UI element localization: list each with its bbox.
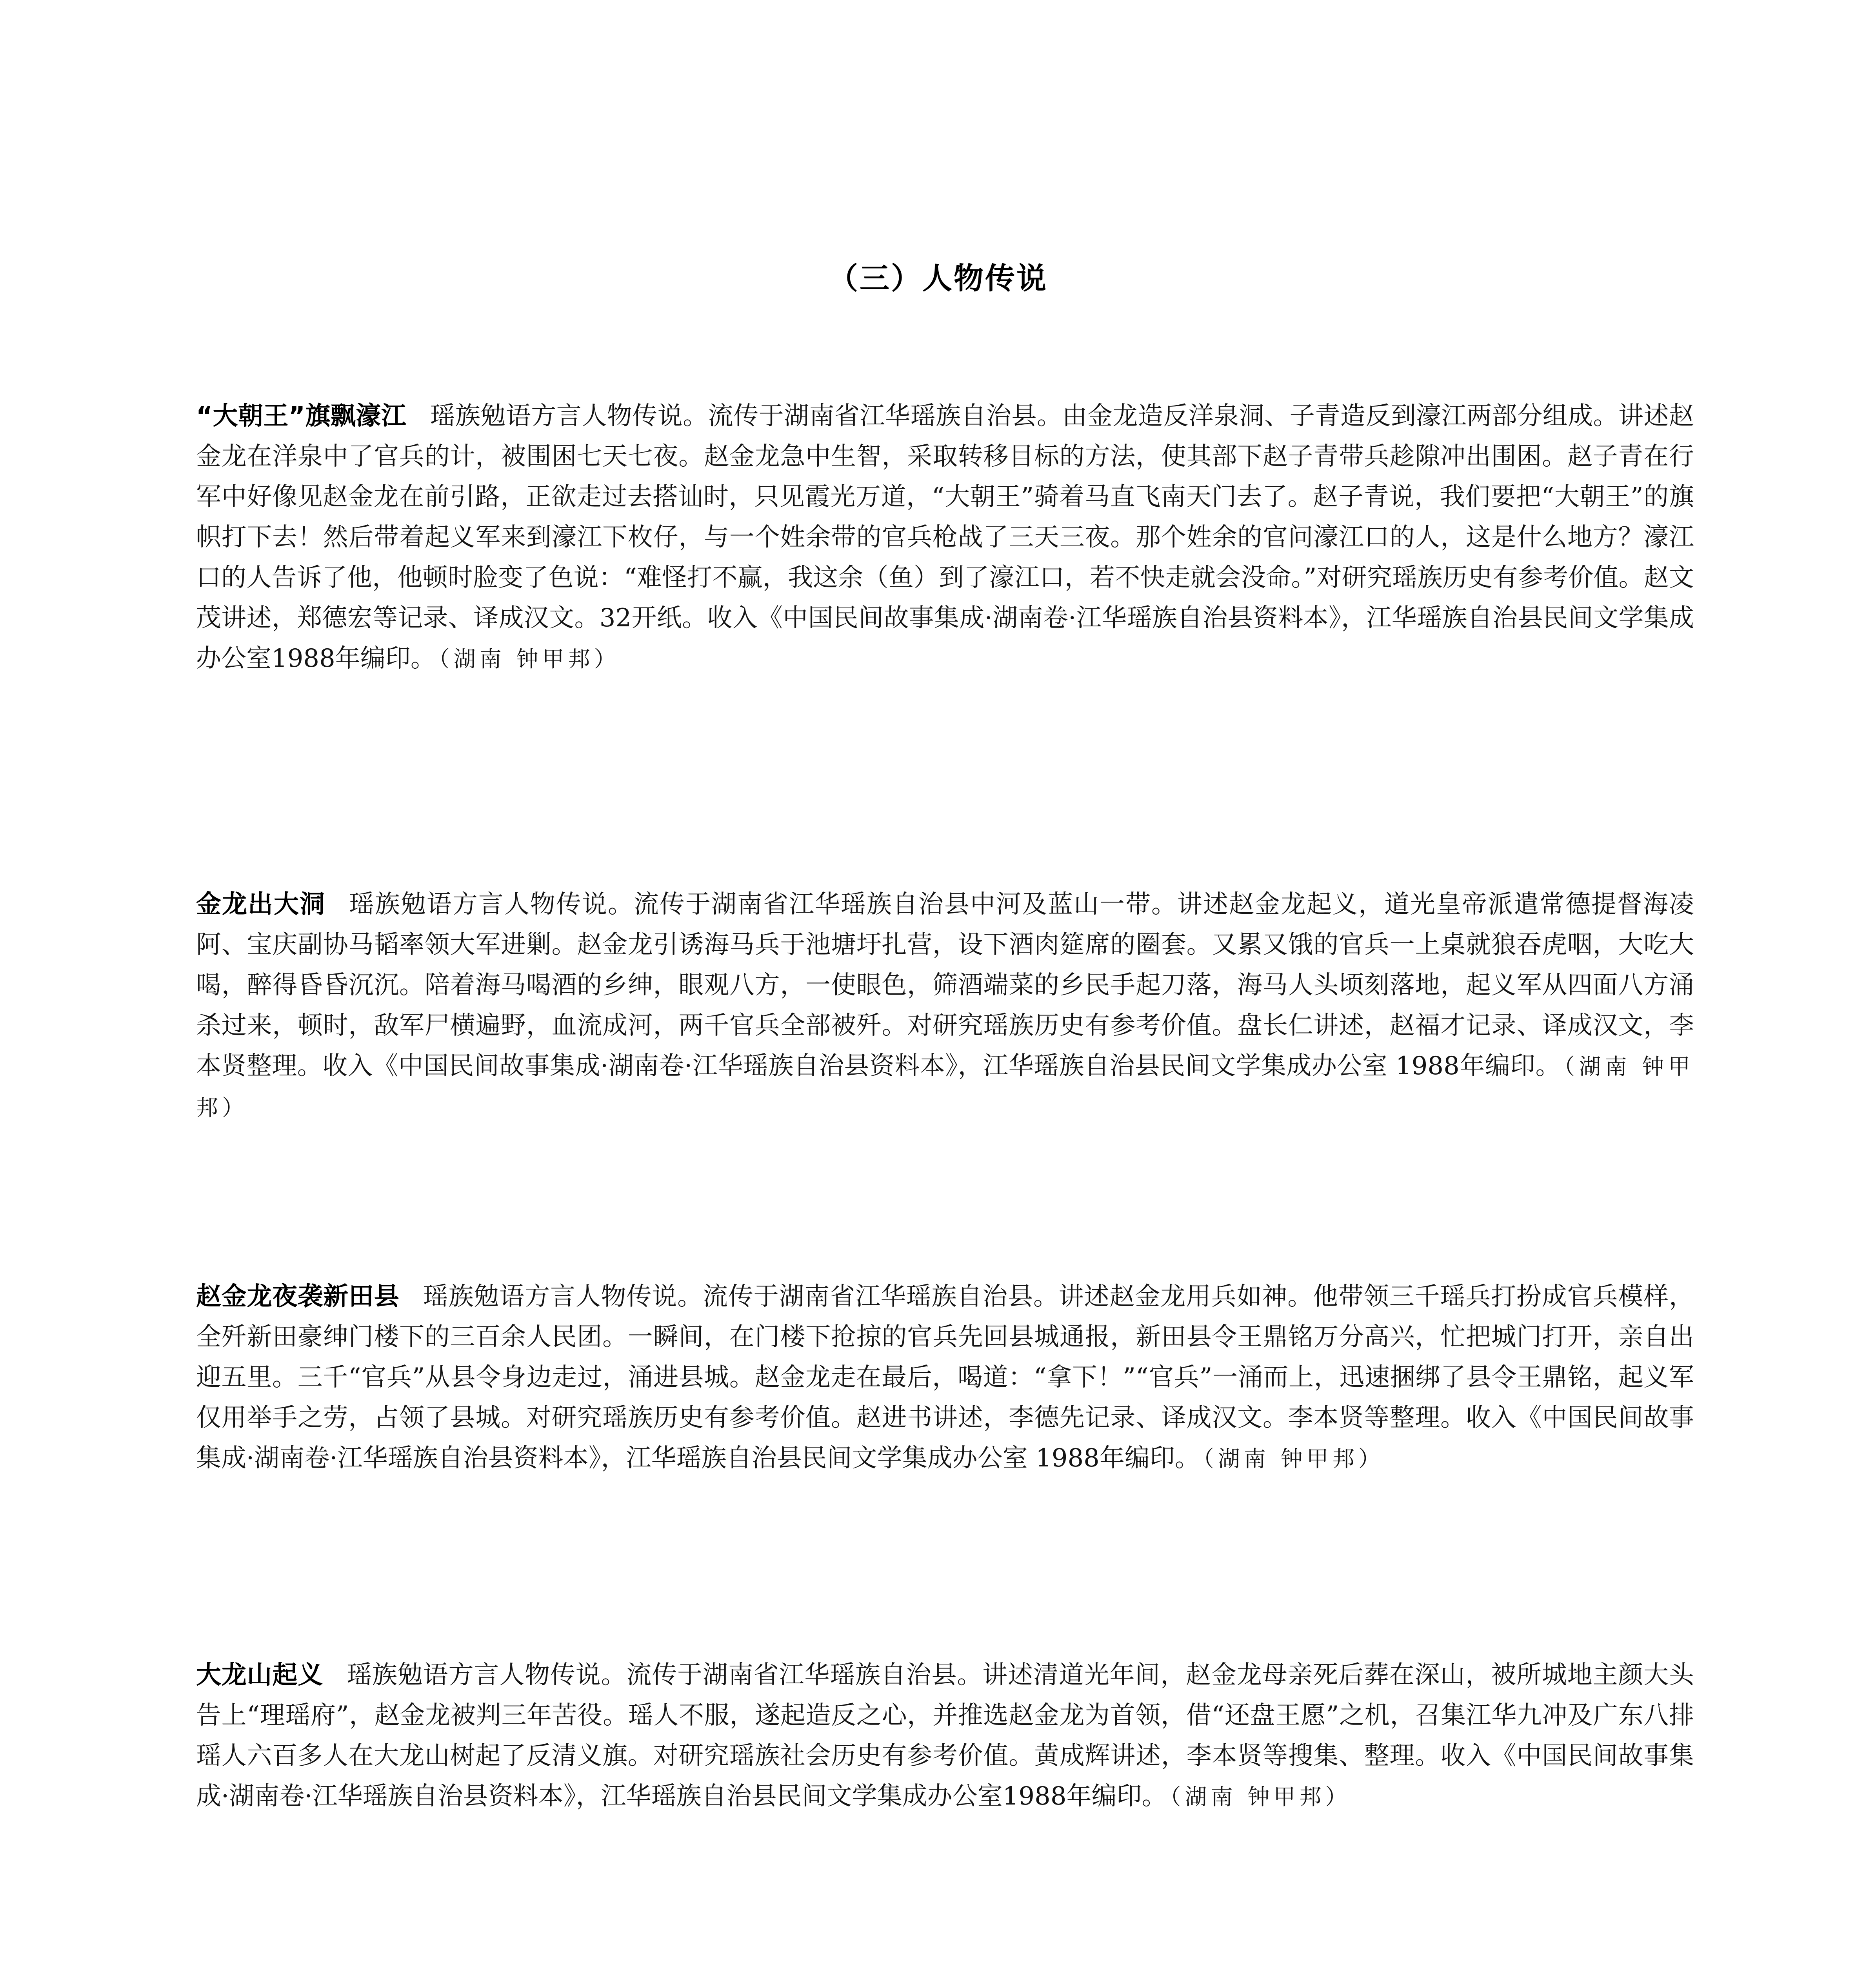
entry-title: “大朝王”旗飘濠江 bbox=[196, 402, 407, 431]
entry-title: 大龙山起义 bbox=[196, 1661, 324, 1690]
entry-body: 瑶族勉语方言人物传说。流传于湖南省江华瑶族自治县。讲述清道光年间，赵金龙母亲死后葬在深山，被所城地主颜大头告上“理瑶府”，赵金龙被判三年苦役。瑶人不服，遂起造反之心，并推选赵金龙为首领，借“还盘王愿”之机，召集江华九冲及广东八排瑶人六百多人在大龙山树起了反清义旗。对研究瑶族社会历史有参考价值。黄成辉讲述，李本贤等搜集、整理。收入《中国民间故事集成·湖南卷·江华瑶族自治县资料本》，江华瑶族自治县民间文学集成办公室1988年编印。 bbox=[196, 1661, 1694, 1811]
entry-paragraph bbox=[196, 1655, 1694, 1817]
entry-credit: （湖南 钟甲邦） bbox=[196, 1054, 1694, 1121]
entry-credit: （湖南 钟甲邦） bbox=[438, 647, 620, 672]
entry-body: 瑶族勉语方言人物传说。流传于湖南省江华瑶族自治县中河及蓝山一带。讲述赵金龙起义，道光皇帝派遣常德提督海凌阿、宝庆副协马韬率领大军进剿。赵金龙引诱海马兵于池塘圩扎营，设下酒肉筵席的圈套。又累又饿的官兵一上桌就狼吞虎咽，大吃大喝，醉得昏昏沉沉。陪着海马喝酒的乡绅，眼观八方，一使眼色，筛酒端菜的乡民手起刀落，海马人头顷刻落地，起义军从四面八方涌杀过来，顿时，敌军尸横遍野，血流成河，两千官兵全部被歼。对研究瑶族历史有参考价值。盘长仁讲述，赵福才记录、译成汉文，李本贤整理。收入《中国民间故事集成·湖南卷·江华瑶族自治县资料本》，江华瑶族自治县民间文学集成办公室 1988年编印。 bbox=[196, 890, 1694, 1081]
section-title: （三）人物传说 bbox=[828, 261, 1048, 296]
entry-body: 瑶族勉语方言人物传说。流传于湖南省江华瑶族自治县。讲述赵金龙用兵如神。他带领三千瑶兵打扮成官兵模样，全歼新田豪绅门楼下的三百余人民团。一瞬间，在门楼下抢掠的官兵先回县城通报，新田县令王鼎铭万分高兴，忙把城门打开，亲自出迎五里。三千“官兵”从县令身边走过，涌进县城。赵金龙走在最后，喝道：“拿下！”“官兵”一涌而上，迅速捆绑了县令王鼎铭，起义军仅用举手之劳，占领了县城。对研究瑶族历史有参考价值。赵进书讲述，李德先记录、译成汉文。李本贤等整理。收入《中国民间故事集成·湖南卷·江华瑶族自治县资料本》，江华瑶族自治县民间文学集成办公室 1988年编印。 bbox=[196, 1282, 1694, 1473]
entry-paragraph bbox=[196, 396, 1694, 680]
entry-paragraph bbox=[196, 884, 1694, 1128]
entry-title: 赵金龙夜袭新田县 bbox=[196, 1282, 400, 1311]
entry-credit: （湖南 钟甲邦） bbox=[1170, 1785, 1351, 1810]
entry-paragraph bbox=[196, 1277, 1694, 1479]
entry-credit: （湖南 钟甲邦） bbox=[1203, 1446, 1384, 1472]
entry-title: 金龙出大洞 bbox=[196, 890, 325, 919]
entry-body: 瑶族勉语方言人物传说。流传于湖南省江华瑶族自治县。由金龙造反洋泉洞、子青造反到濠江两部分组成。讲述赵金龙在洋泉中了官兵的计，被围困七天七夜。赵金龙急中生智，采取转移目标的方法，使其部下赵子青带兵趁隙冲出围困。赵子青在行军中好像见赵金龙在前引路，正欲走过去搭讪时，只见霞光万道，“大朝王”骑着马直飞南天门去了。赵子青说，我们要把“大朝王”的旗帜打下去！然后带着起义军来到濠江下枚仔，与一个姓余带的官兵枪战了三天三夜。那个姓余的官问濠江口的人，这是什么地方？濠江口的人告诉了他，他顿时脸变了色说：“难怪打不赢，我这余（鱼）到了濠江口，若不快走就会没命。”对研究瑶族历史有参考价值。赵文茂讲述，郑德宏等记录、译成汉文。32开纸。收入《中国民间故事集成·湖南卷·江华瑶族自治县资料本》，江华瑶族自治县民间文学集成办公室1988年编印。 bbox=[196, 402, 1694, 673]
